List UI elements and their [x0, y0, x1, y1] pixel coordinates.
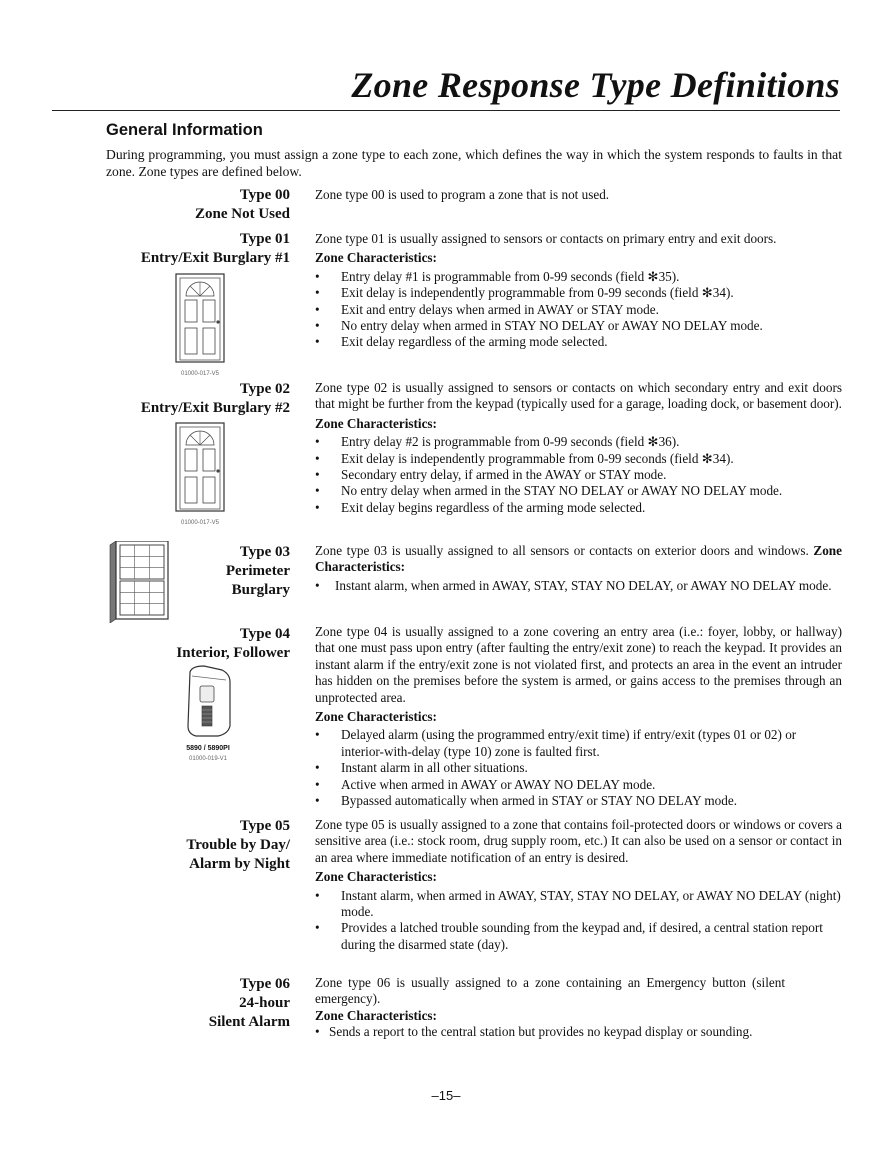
zone-description: Zone type 00 is used to program a zone that is not used.	[315, 187, 610, 202]
zone-label-04	[80, 625, 290, 663]
zone-name: Entry/Exit Burglary #2	[140, 400, 290, 416]
zone-desc-06	[315, 975, 785, 1041]
zone-name: Burglary	[231, 582, 290, 598]
door-illustration	[174, 272, 226, 377]
characteristics-list	[315, 727, 842, 809]
image-caption: 01000-019-V1	[188, 756, 228, 762]
list-item: • Instant alarm in all other situations.	[315, 760, 842, 776]
zone-name: Perimeter	[225, 563, 290, 579]
section-heading: General Information	[106, 121, 263, 139]
list-item: • Exit delay is independently programmable from 0-99 seconds (field ✻34).	[315, 285, 842, 301]
characteristics-heading: Zone Characteristics:	[315, 415, 437, 431]
zone-name: Zone Not Used	[194, 206, 290, 222]
intro-paragraph: During programming, you must assign a zone type to each zone, which defines the way in which the system responds to faults in that zone. Zone types are defined below.	[106, 147, 842, 179]
zone-type: Type 02	[239, 381, 290, 397]
list-item: • Entry delay #1 is programmable from 0-99 seconds (field ✻35).	[315, 269, 842, 285]
zone-description	[315, 543, 842, 576]
zone-desc-01	[315, 231, 842, 351]
image-caption: 01000-017-V5	[180, 520, 220, 526]
zone-label-03	[80, 543, 290, 600]
zone-type: Type 05	[239, 818, 290, 834]
page-number: –15–	[431, 1088, 461, 1103]
characteristics-list	[315, 1024, 785, 1040]
zone-type: Type 00	[239, 187, 290, 203]
list-item: • Exit and entry delays when armed in AWAY or STAY mode.	[315, 302, 842, 318]
zone-desc-03	[315, 543, 842, 594]
door-illustration	[174, 421, 226, 526]
zone-description-text: Zone type 03 is usually assigned to all sensors or contacts on exterior doors and windows.	[315, 543, 809, 558]
characteristics-heading: Zone Characteristics:	[315, 1007, 437, 1023]
list-item: • No entry delay when armed in the STAY NO DELAY or AWAY NO DELAY mode.	[315, 483, 842, 499]
list-item: • No entry delay when armed in STAY NO DELAY or AWAY NO DELAY mode.	[315, 318, 842, 334]
list-item: • Active when armed in AWAY or AWAY NO DELAY mode.	[315, 777, 842, 793]
zone-type: Type 01	[239, 231, 290, 247]
characteristics-heading: Zone Characteristics:	[315, 869, 437, 885]
characteristics-list	[315, 578, 842, 594]
list-item: • Provides a latched trouble sounding from the keypad and, if desired, a central station report during the disarmed state (day).	[315, 920, 842, 953]
characteristics-list	[315, 888, 842, 954]
list-item: • Instant alarm, when armed in AWAY, STAY, STAY NO DELAY, or AWAY NO DELAY mode.	[315, 578, 842, 594]
zone-name: Interior, Follower	[176, 645, 290, 661]
characteristics-heading: Zone Characteristics:	[315, 250, 437, 266]
zone-label-01	[80, 230, 290, 268]
list-item: • Sends a report to the central station but provides no keypad display or sounding.	[315, 1024, 785, 1040]
zone-description: Zone type 04 is usually assigned to a zone covering an entry area (i.e.: foyer, lobby, or hallway) that one must pass upon entry (after faulting the entry/exit zone) to reach the keypad. It provides an instant alarm if the entry/exit zone is not violated first, and protects an area in the event an intruder has hidden on the premises before the system is armed, or gains access to the premises through an unprotected area.	[315, 624, 842, 705]
zone-name: Trouble by Day/	[186, 837, 290, 853]
image-caption: 01000-017-V5	[180, 371, 220, 377]
characteristics-heading: Zone Characteristics:	[315, 543, 842, 575]
list-item: • Entry delay #2 is programmable from 0-99 seconds (field ✻36).	[315, 434, 842, 450]
zone-description: Zone type 05 is usually assigned to a zone that contains foil-protected doors or windows or covers a sensitive area (i.e.: stock room, drug supply room, etc.) It can also be used on a sensor or contact in an area where immediate notification of an entry is desired.	[315, 817, 843, 865]
zone-name: Silent Alarm	[208, 1014, 290, 1030]
zone-label-02	[80, 380, 290, 418]
zone-type: Type 03	[239, 544, 290, 560]
motion-sensor-illustration	[178, 664, 238, 766]
list-item: • Exit delay regardless of the arming mode selected.	[315, 334, 842, 350]
image-model-label: 5890 / 5890PI	[186, 745, 230, 752]
zone-desc-04	[315, 624, 842, 809]
characteristics-heading: Zone Characteristics:	[315, 709, 437, 725]
zone-type: Type 06	[239, 976, 290, 992]
zone-description: Zone type 01 is usually assigned to sensors or contacts on primary entry and exit doors.	[315, 231, 777, 246]
list-item: • Delayed alarm (using the programmed entry/exit time) if entry/exit (types 01 or 02) or interior-with-delay (type 10) zone is faulted first.	[315, 727, 842, 760]
door-icon	[174, 272, 226, 366]
zone-name: Alarm by Night	[189, 856, 290, 872]
zone-desc-05	[315, 817, 842, 953]
title-rule	[52, 110, 840, 111]
list-item: • Bypassed automatically when armed in STAY or STAY NO DELAY mode.	[315, 793, 842, 809]
list-item: • Exit delay is independently programmable from 0-99 seconds (field ✻34).	[315, 451, 842, 467]
page-title: Zone Response Type Definitions	[351, 65, 840, 105]
zone-description: Zone type 02 is usually assigned to sensors or contacts on which secondary entry and exit doors that might be further from the keypad (typically used for a garage, loading dock, or basement door).	[315, 380, 842, 412]
zone-name: 24-hour	[239, 995, 290, 1011]
list-item: • Exit delay begins regardless of the arming mode selected.	[315, 500, 842, 516]
zone-label-06	[80, 975, 290, 1032]
zone-desc-02	[315, 380, 842, 516]
zone-description: Zone type 06 is usually assigned to a zone containing an Emergency button (silent emergency).	[315, 975, 785, 1007]
zone-type: Type 04	[239, 626, 290, 642]
zone-label-05	[80, 817, 290, 874]
list-item: • Instant alarm, when armed in AWAY, STAY, STAY NO DELAY, or AWAY NO DELAY (night) mode.	[315, 888, 842, 921]
characteristics-list	[315, 434, 842, 516]
motion-sensor-icon	[182, 664, 234, 738]
list-item: • Secondary entry delay, if armed in the AWAY or STAY mode.	[315, 467, 842, 483]
zone-desc-00	[315, 187, 842, 203]
characteristics-list	[315, 269, 842, 351]
zone-label-00	[80, 186, 290, 224]
zone-name: Entry/Exit Burglary #1	[140, 250, 290, 266]
door-icon	[174, 421, 226, 515]
